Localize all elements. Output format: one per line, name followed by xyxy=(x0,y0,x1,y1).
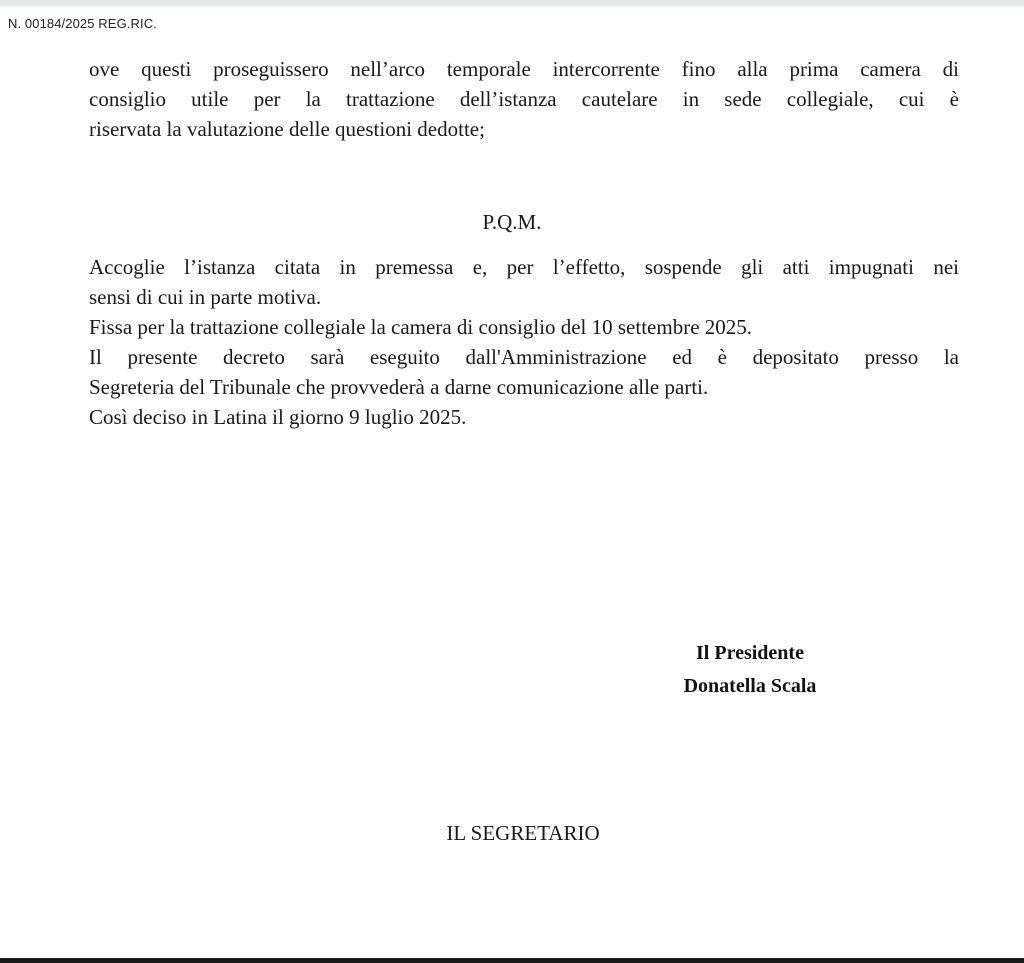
paragraph-cautelare xyxy=(89,54,959,144)
bottom-strip xyxy=(0,958,1024,963)
text-line: Il presente decreto sarà eseguito dall'Amministrazione ed è depositato presso la xyxy=(89,345,959,369)
pqm-heading: P.Q.M. xyxy=(482,210,542,234)
text-line: sensi di cui in parte motiva. xyxy=(89,285,322,309)
text-line: consiglio utile per la trattazione dell’istanza cautelare in sede collegiale, cui è xyxy=(89,87,959,111)
signature-role: Il Presidente xyxy=(696,642,804,664)
dispositivo xyxy=(89,252,959,432)
text-line: Così deciso in Latina il giorno 9 luglio 2025. xyxy=(89,405,467,429)
text-line: Segreteria del Tribunale che provvederà a darne comunicazione alle parti. xyxy=(89,375,709,399)
president-signature xyxy=(650,637,850,703)
signature-name: Donatella Scala xyxy=(683,675,817,697)
text-line: Fissa per la trattazione collegiale la camera di consiglio del 10 settembre 2025. xyxy=(89,315,753,339)
text-line: ove questi proseguissero nell’arco temporale intercorrente fino alla prima camera di xyxy=(89,57,959,81)
registry-number: N. 00184/2025 REG.RIC. xyxy=(8,16,157,31)
top-strip xyxy=(0,0,1024,6)
secretary-label: IL SEGRETARIO xyxy=(446,821,600,845)
text-line: Accoglie l’istanza citata in premessa e, per l’effetto, sospende gli atti impugnati nei xyxy=(89,255,959,279)
text-line: riservata la valutazione delle questioni dedotte; xyxy=(89,117,485,141)
